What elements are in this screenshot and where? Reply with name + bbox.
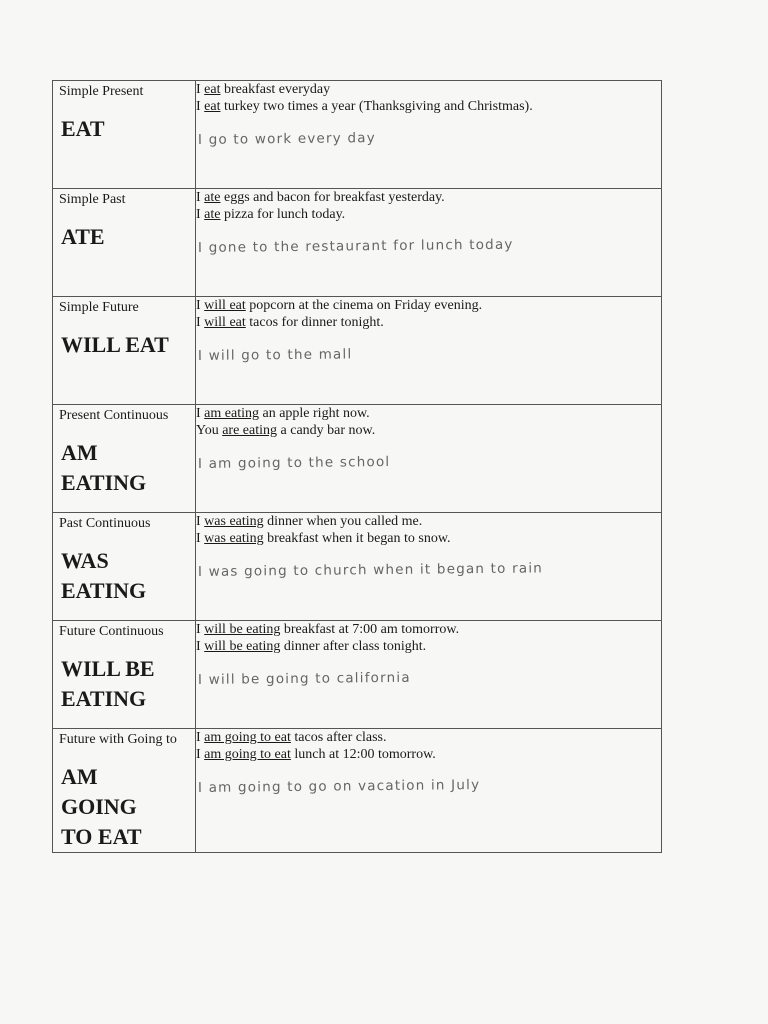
underlined-verb: am going to eat [204,730,291,745]
table-row [53,513,662,621]
example-sentence [196,189,661,206]
tense-name: Present Continuous [59,408,169,423]
sentence-text: breakfast when it began to snow. [263,531,451,546]
tense-cell [53,621,196,729]
verb-form [53,762,195,852]
verb-form [53,654,195,714]
example-sentence [196,405,661,422]
example-sentence [196,746,661,763]
sentence-text: I [196,622,205,637]
verb-form-line: WAS [61,548,109,573]
example-sentence [196,638,661,655]
examples-cell [196,729,662,853]
underlined-verb: will be eating [204,639,281,654]
verb-form [53,546,195,606]
sentence-text: I [196,82,205,97]
verb-form-line: EAT [61,116,105,141]
underlined-verb: ate [204,190,221,205]
sentence-text: turkey two times a year (Thanksgiving and Christmas). [220,99,533,114]
tense-name: Future with Going to [59,732,177,747]
examples-cell [196,621,662,729]
underlined-verb: am eating [204,406,259,421]
example-sentence [196,422,661,439]
handwritten-answer: I will be going to california [197,669,411,688]
sentence-text: I [196,514,205,529]
handwritten-answer: I am going to the school [197,453,391,472]
example-sentence [196,81,661,98]
tense-cell [53,297,196,405]
sentence-text: I [196,190,205,205]
sentence-text: dinner after class tonight. [280,639,427,654]
tense-cell [53,405,196,513]
sentence-text: dinner when you called me. [263,514,423,529]
sentence-text: I [196,730,205,745]
examples-cell [196,81,662,189]
table-row [53,729,662,853]
verb-form [53,438,195,498]
example-sentence [196,98,661,115]
sentence-text: I [196,639,205,654]
underlined-verb: ate [204,207,221,222]
handwritten-answer: I go to work every day [197,130,376,148]
table-row [53,81,662,189]
sentence-text: I [196,99,205,114]
example-sentence [196,729,661,746]
handwritten-answer: I will go to the mall [197,346,353,364]
examples-cell [196,405,662,513]
verb-form-line: EATING [61,686,147,711]
sentence-text: breakfast everyday [220,82,331,97]
handwritten-answer: I gone to the restaurant for lunch today [197,236,514,256]
sentence-text: I [196,315,205,330]
verb-tense-table [52,80,662,853]
example-sentence [196,621,661,638]
underlined-verb: will eat [204,298,246,313]
verb-form-line: AM [61,764,98,789]
table-row [53,189,662,297]
tense-cell [53,189,196,297]
sentence-text: pizza for lunch today. [220,207,346,222]
underlined-verb: are eating [222,423,278,438]
verb-form-line: GOING [61,794,137,819]
table-row [53,297,662,405]
sentence-text: a candy bar now. [277,423,376,438]
tense-cell [53,729,196,853]
sentence-text: breakfast at 7:00 am tomorrow. [280,622,460,637]
example-sentence [196,513,661,530]
tense-cell [53,81,196,189]
sentence-text: I [196,531,205,546]
handwritten-answer: I was going to church when it began to rain [197,560,544,580]
verb-form-line: ATE [61,224,105,249]
example-sentence [196,530,661,547]
tense-name: Simple Future [59,300,139,315]
sentence-text: I [196,207,205,222]
verb-form-line: TO EAT [61,824,142,849]
underlined-verb: will be eating [204,622,281,637]
table-body [53,81,662,853]
verb-form [53,330,195,360]
tense-cell [53,513,196,621]
underlined-verb: am going to eat [204,747,291,762]
examples-cell [196,297,662,405]
sentence-text: lunch at 12:00 tomorrow. [290,747,436,762]
handwritten-answer: I am going to go on vacation in July [197,777,481,796]
verb-form-line: AM [61,440,98,465]
sentence-text: tacos after class. [290,730,387,745]
sentence-text: tacos for dinner tonight. [245,315,384,330]
verb-form-line: EATING [61,578,147,603]
verb-form [53,222,195,252]
example-sentence [196,206,661,223]
table-row [53,405,662,513]
verb-form-line: WILL BE [61,656,155,681]
verb-form-line: EATING [61,470,147,495]
verb-form-line: WILL EAT [61,332,169,357]
sentence-text: I [196,406,205,421]
sentence-text: You [196,423,223,438]
tense-name: Simple Past [59,192,126,207]
example-sentence [196,314,661,331]
sentence-text: I [196,747,205,762]
underlined-verb: eat [204,82,221,97]
table-row [53,621,662,729]
underlined-verb: was eating [204,514,264,529]
tense-name: Future Continuous [59,624,164,639]
sentence-text: popcorn at the cinema on Friday evening. [245,298,483,313]
tense-name: Past Continuous [59,516,151,531]
sentence-text: eggs and bacon for breakfast yesterday. [220,190,445,205]
underlined-verb: will eat [204,315,246,330]
example-sentence [196,297,661,314]
sentence-text: an apple right now. [258,406,370,421]
sentence-text: I [196,298,205,313]
verb-form [53,114,195,144]
examples-cell [196,189,662,297]
underlined-verb: was eating [204,531,264,546]
tense-name: Simple Present [59,84,144,99]
underlined-verb: eat [204,99,221,114]
examples-cell [196,513,662,621]
